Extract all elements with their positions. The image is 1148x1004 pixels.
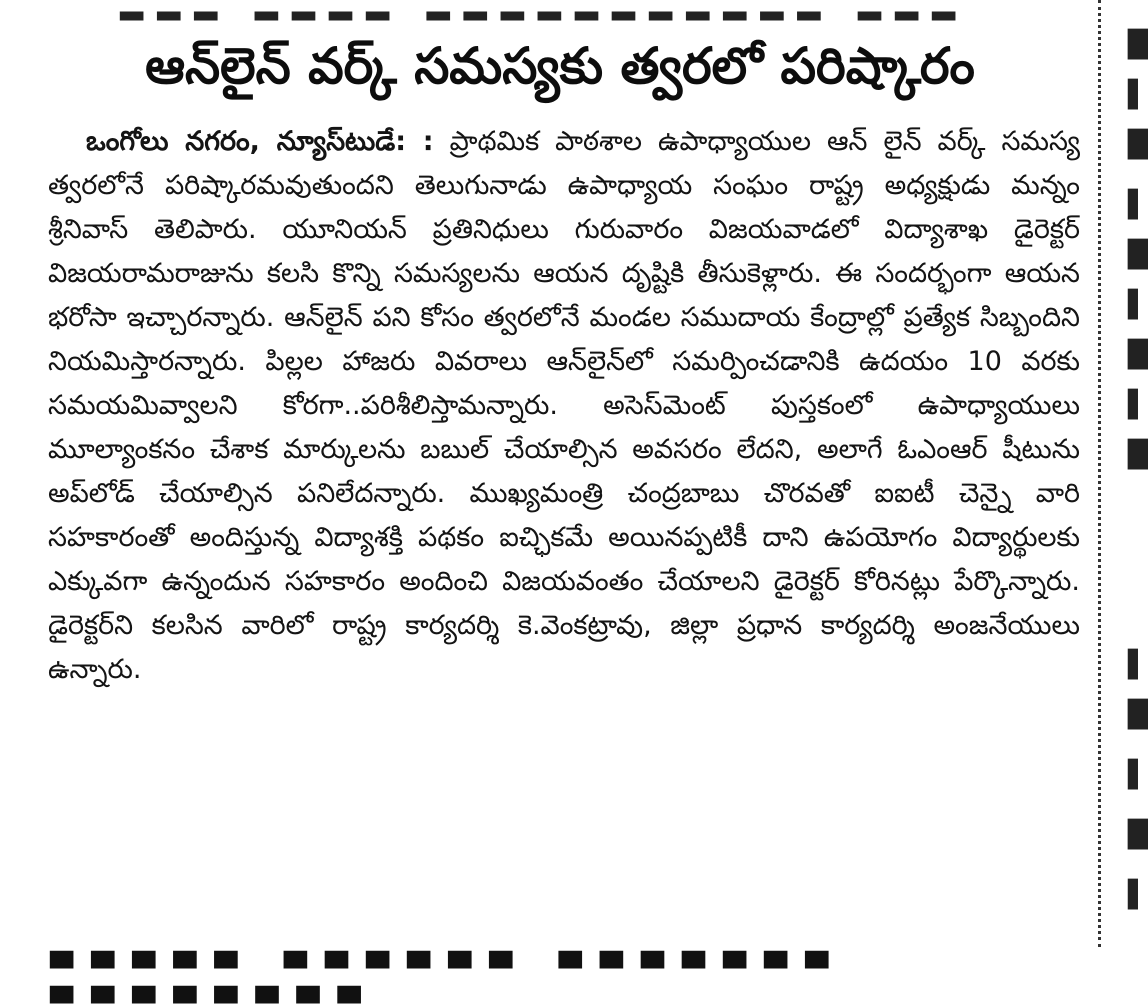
- article-body: [48, 120, 1080, 692]
- article-headline: ఆన్‌లైన్ వర్క్ సమస్యకు త్వరలో పరిష్కారం: [145, 37, 975, 95]
- adjacent-column-remnant: █ ▌ █ ▌ █ ▌ █ ▌ █ ▌ █ ▌ █ ▌: [1128, 30, 1148, 910]
- article-dateline: ఒంగోలు నగరం, న్యూస్‌టుడే: :: [86, 126, 434, 157]
- column-separator: [1098, 0, 1101, 947]
- article-paragraph: [48, 120, 1080, 692]
- previous-article-remnant: ▂▂▂ ▂▂▂▂ ▂▂▂▂▂▂▂▂▂▂▂ ▂▂▂: [120, 0, 970, 21]
- article-text: ప్రాథమిక పాఠశాల ఉపాధ్యాయుల ఆన్ లైన్ వర్క్ సమస్య త్వరలోనే పరిష్కారమవుతుందని తెలుగునాడు ఉపాధ్యాయ సంఘం రాష్ట్ర అధ్యక్షుడు మన్నం శ్రీనివాస్ తెలిపారు. యూనియన్ ప్రతినిధులు గురువారం విజయవాడలో విద్యాశాఖ డైరెక్టర్ విజయరామరాజును కలసి కొన్ని సమస్యలను ఆయన దృష్టికి తీసుకెళ్లారు. ఈ సందర్భంగా ఆయన భరోసా ఇచ్చారన్నారు. ఆన్‌లైన్ పని కోసం త్వరలోనే మండల సముదాయ కేంద్రాల్లో ప్రత్యేక సిబ్బందిని నియమిస్తారన్నారు. పిల్లల హాజరు వివరాలు ఆన్‌లైన్‌లో సమర్పించడానికి ఉదయం 10 వరకు సమయమివ్వాలని కోరగా..పరిశీలిస్తామన్నారు. అసెస్‌మెంట్ పుస్తకంలో ఉపాధ్యాయులు మూల్యాంకనం చేశాక మార్కులను బబుల్ చేయాల్సిన అవసరం లేదని, అలాగే ఓఎంఆర్ షీటును అప్‌లోడ్ చేయాల్సిన పనిలేదన్నారు. ముఖ్యమంత్రి చంద్రబాబు చొరవతో ఐఐటీ చెన్నై వారి సహకారంతో అందిస్తున్న విద్యాశక్తి పథకం ఐచ్ఛికమే అయినప్పటికీ దాని ఉపయోగం విద్యార్థులకు ఎక్కువగా ఉన్నందున సహకారం అందించి విజయవంతం చేయాలని డైరెక్టర్ కోరినట్లు పేర్కొన్నారు. డైరెక్టర్‌ని కలసిన వారిలో రాష్ట్ర కార్యదర్శి కె.వెంకట్రావు, జిల్లా ప్రధాన కార్యదర్శి అంజనేయులు ఉన్నారు.: [48, 126, 1080, 685]
- next-article-remnant: ▄▄▄▄▄ ▄▄▄▄▄▄ ▄▄▄▄▄▄▄ ▄▄▄▄▄▄▄▄: [50, 934, 847, 1004]
